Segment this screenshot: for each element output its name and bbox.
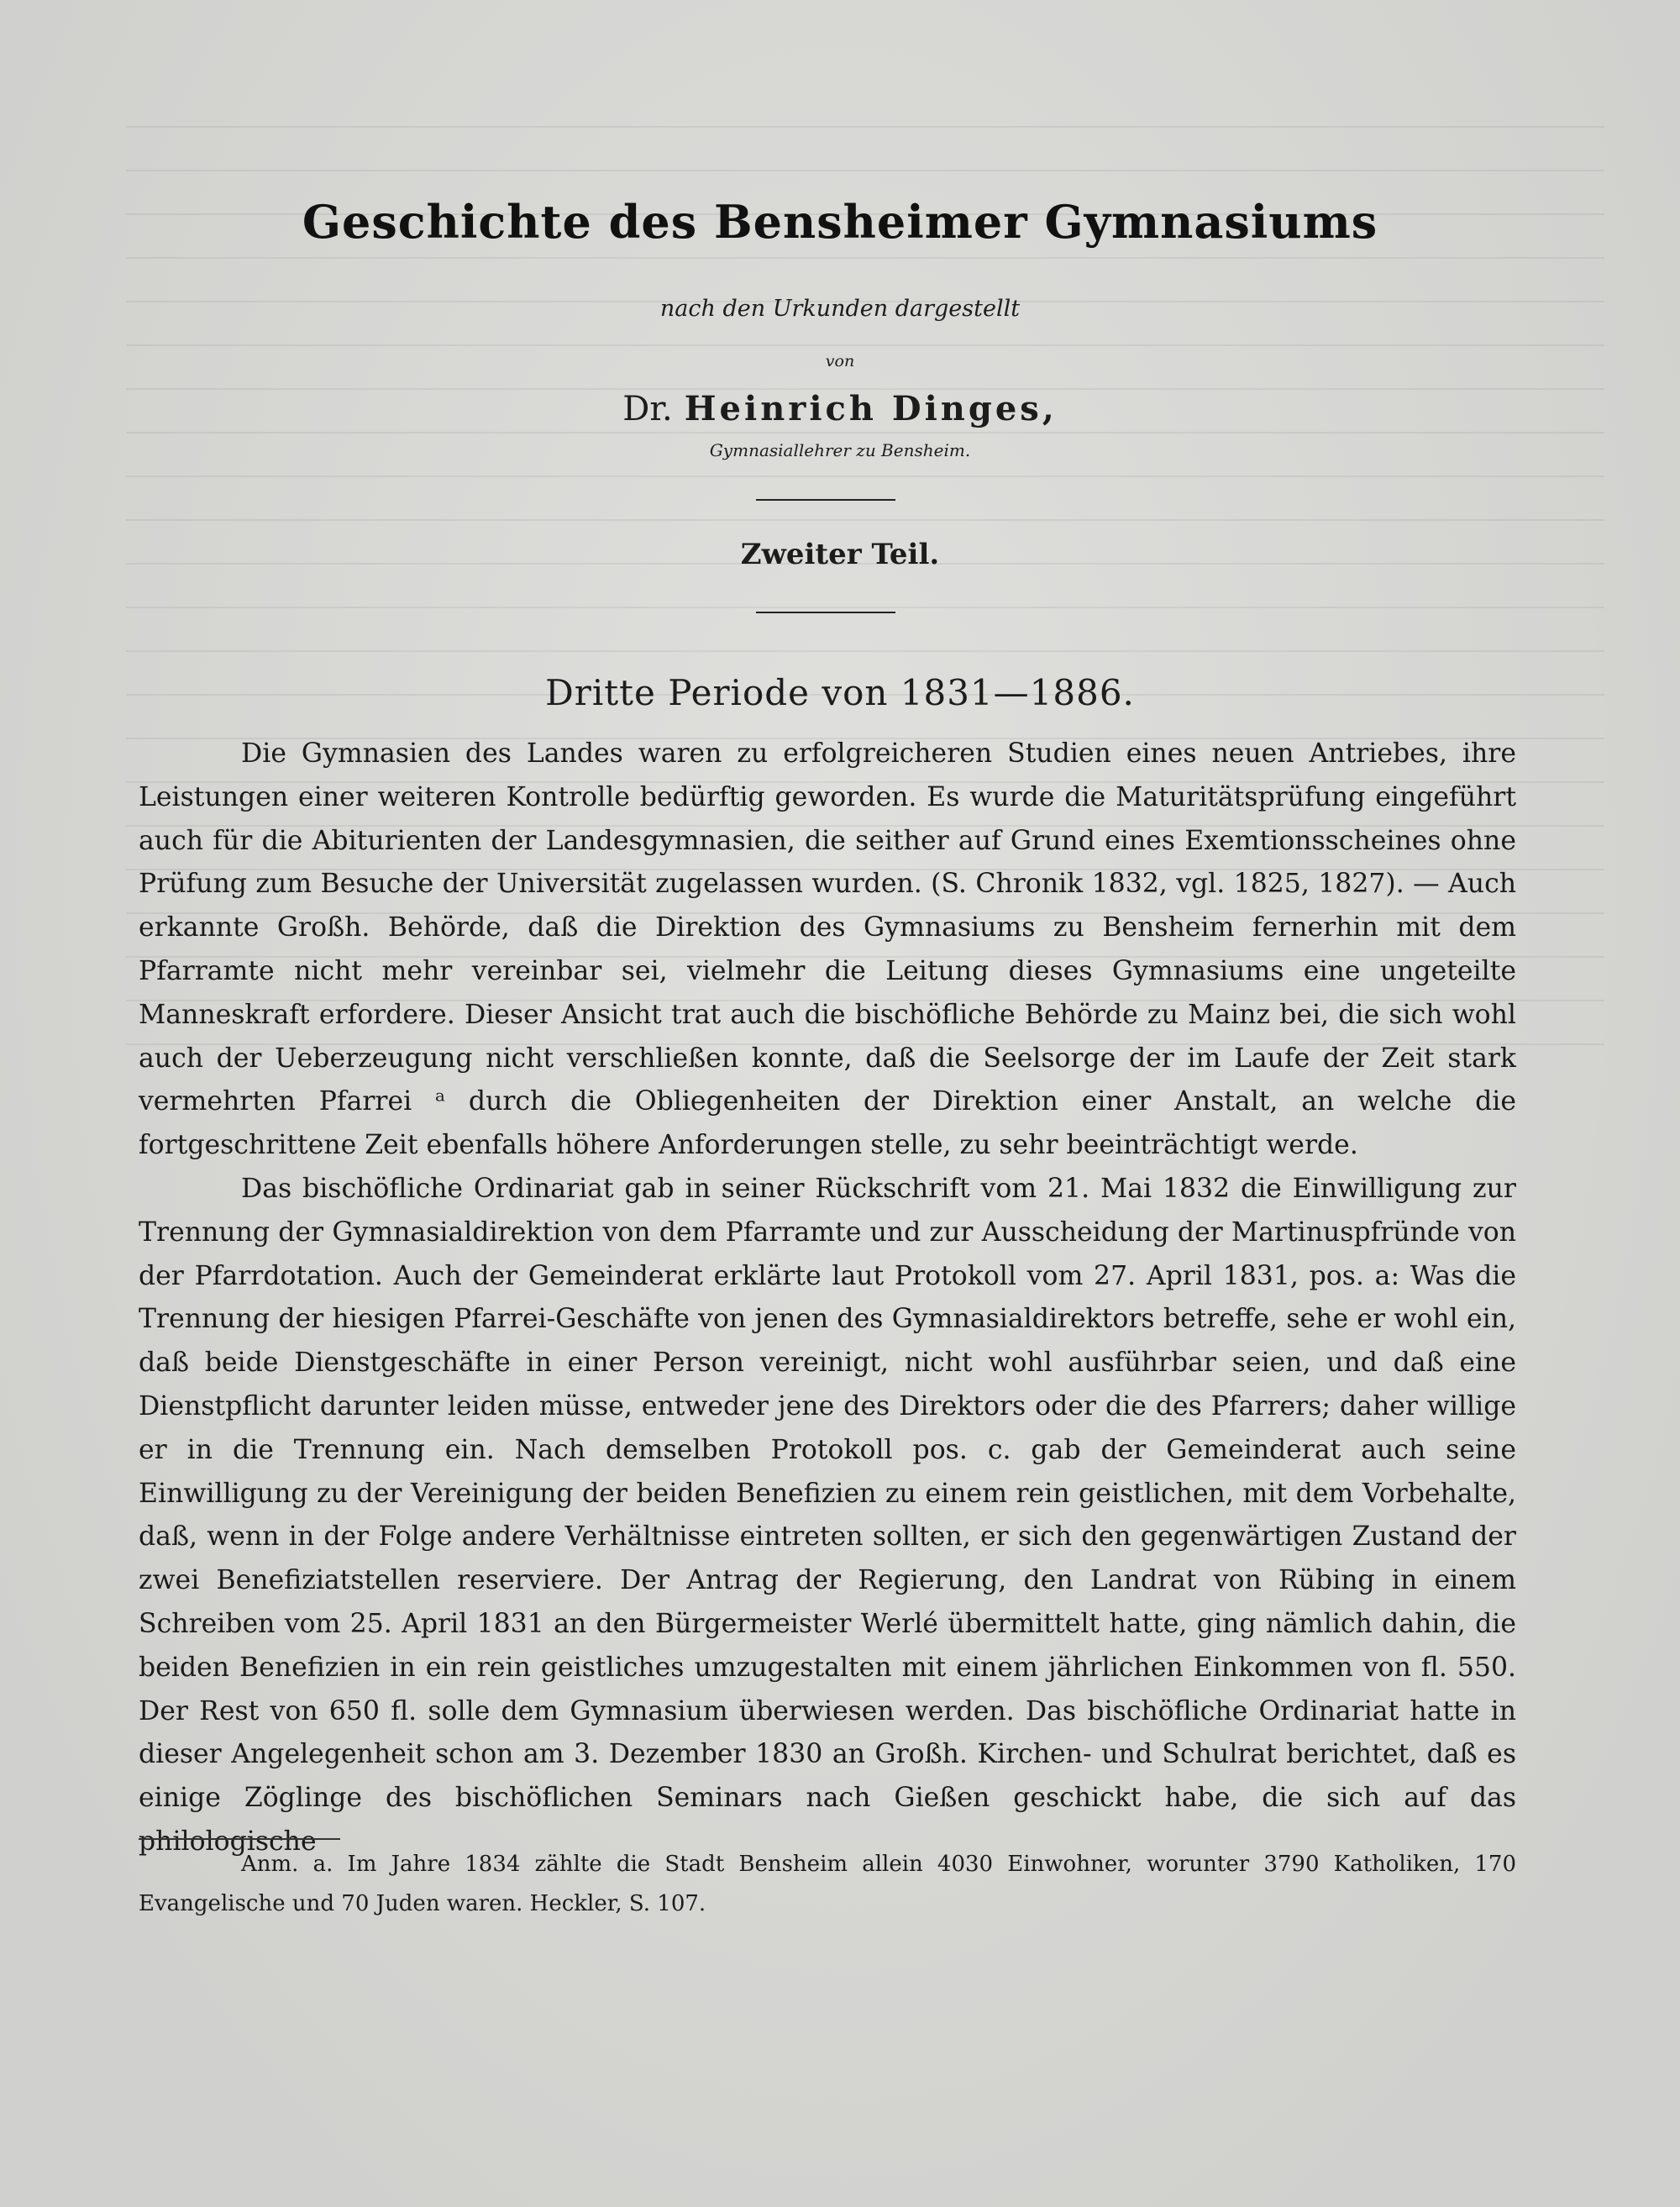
author bbox=[0, 389, 1680, 428]
body-text bbox=[139, 733, 1516, 1864]
footnote-text: Anm. a. Im Jahre 1834 zählte die Stadt Bensheim allein 4030 Einwohner, worunter 3790 Katholiken, 170 Evangelische und 70 Juden waren. Heckler, S. 107. bbox=[139, 1852, 1516, 1916]
section-heading: Dritte Periode von 1831—1886. bbox=[545, 672, 1135, 713]
part-heading: Zweiter Teil. bbox=[740, 538, 940, 571]
document-title: Geschichte des Bensheimer Gymnasiums bbox=[302, 195, 1378, 249]
by-line: von bbox=[825, 352, 855, 370]
author-name: Heinrich Dinges, bbox=[684, 389, 1058, 428]
author-affiliation: Gymnasiallehrer zu Bensheim. bbox=[709, 440, 971, 460]
paragraph: Die Gymnasien des Landes waren zu erfolgreicheren Studien eines neuen Antriebes, ihre Leistungen einer weiteren Kontrolle bedürftig geworden. Es wurde die Maturitätsprüfung eingeführt auch für die Abiturienten der Landesgymnasien, die seither auf Grund eines Exemtionsscheines ohne Prüfung zum Besuche der Universität zugelassen wurden. (S. Chronik 1832, vgl. 1825, 1827). — Auch erkannte Großh. Behörde, daß die Direktion des Gymnasiums zu Bensheim fernerhin mit dem Pfarramte nicht mehr vereinbar sei, vielmehr die Leitung dieses Gymnasiums eine ungeteilte Manneskraft erfordere. Dieser Ansicht trat auch die bischöfliche Behörde zu Mainz bei, die sich wohl auch der Ueberzeugung nicht verschließen konnte, daß die Seelsorge der im Laufe der Zeit stark vermehrten Pfarrei ᵃ durch die Obliegenheiten der Direktion einer Anstalt, an welche die fortgeschrittene Zeit ebenfalls höhere Anforderungen stelle, zu sehr beeinträchtigt werde. bbox=[139, 738, 1516, 1161]
footnote-rule bbox=[139, 1838, 340, 1840]
paragraph: Das bischöfliche Ordinariat gab in seiner Rückschrift vom 21. Mai 1832 die Einwilligung zur Trennung der Gymnasialdirektion von dem Pfarramte und zur Ausscheidung der Martinuspfründe von der Pfarrdotation. Auch der Gemeinderat erklärte laut Protokoll vom 27. April 1831, pos. a: Was die Trennung der hiesigen Pfarrei-Geschäfte von jenen des Gymnasialdirektors betreffe, sehe er wohl ein, daß beide Dienstgeschäfte in einer Person vereinigt, nicht wohl ausführbar seien, und daß eine Dienstpflicht darunter leiden müsse, entweder jene des Direktors oder die des Pfarrers; daher willige er in die Trennung ein. Nach demselben Protokoll pos. c. gab der Gemeinderat auch seine Einwilligung zu der Vereinigung der beiden Benefizien zu einem rein geistlichen, mit dem Vorbehalte, daß, wenn in der Folge andere Verhältnisse eintreten sollten, er sich den gegenwärtigen Zustand der zwei Benefiziatstellen reserviere. Der Antrag der Regierung, den Landrat von Rübing in einem Schreiben vom 25. April 1831 an den Bürgermeister Werlé übermittelt hatte, ging nämlich dahin, die beiden Benefizien in ein rein geistliches umzugestalten mit einem jährlichen Einkommen von fl. 550. Der Rest von 650 fl. solle dem Gymnasium überwiesen werden. Das bischöfliche Ordinariat hatte in dieser Angelegenheit schon am 3. Dezember 1830 an Großh. Kirchen- und Schulrat berichtet, daß es einige Zöglinge des bischöflichen Seminars nach Gießen geschickt habe, die sich auf das philologische bbox=[139, 1173, 1516, 1857]
author-prefix: Dr. bbox=[622, 390, 673, 428]
divider-top bbox=[756, 499, 895, 501]
document-subtitle: nach den Urkunden dargestellt bbox=[659, 296, 1021, 322]
divider-bottom bbox=[756, 612, 895, 613]
footnote bbox=[139, 1845, 1516, 1924]
